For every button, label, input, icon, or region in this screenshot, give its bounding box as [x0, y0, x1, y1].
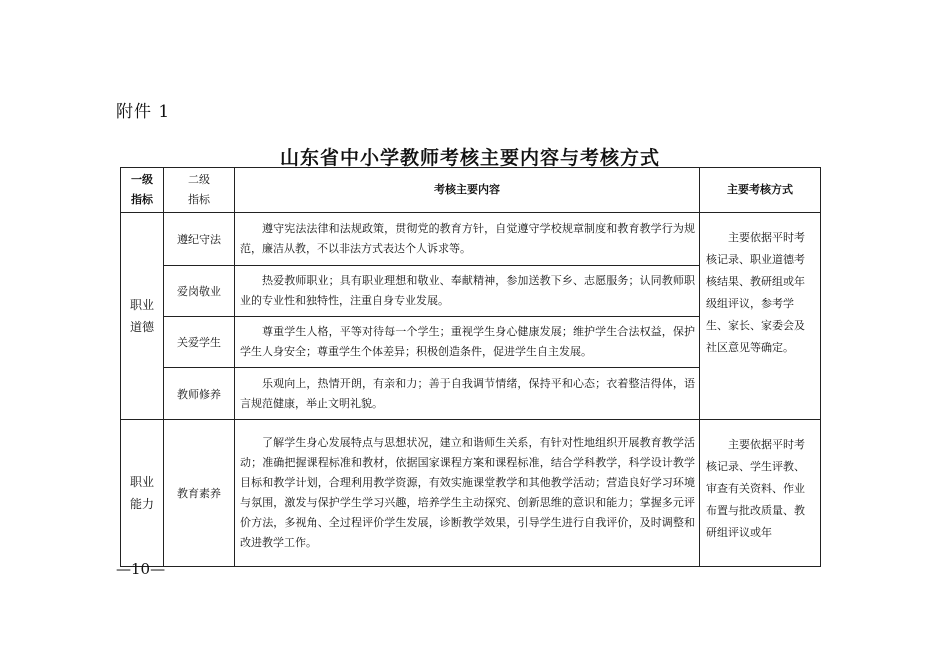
level2-cell: 爱岗敬业 [164, 266, 235, 317]
level2-cell: 关爱学生 [164, 317, 235, 368]
table-row [121, 213, 821, 266]
content-cell: 尊重学生人格，平等对待每一个学生；重视学生身心健康发展；维护学生合法权益，保护学生人身安全；尊重学生个体差异；积极创造条件，促进学生自主发展。 [235, 317, 700, 368]
page-number: —10— [116, 560, 166, 578]
method-cell-ethics: 主要依据平时考核记录、职业道德考核结果、教研组或年级组评议，参考学生、家长、家委会及社区意见等确定。 [700, 213, 821, 420]
level2-cell: 教师修养 [164, 368, 235, 420]
attachment-label: 附件 1 [116, 102, 171, 122]
header-level1: 一级 指标 [121, 168, 164, 213]
assessment-table [120, 167, 821, 567]
header-method: 主要考核方式 [700, 168, 821, 213]
content-cell: 热爱教师职业；具有职业理想和敬业、奉献精神，参加送教下乡、志愿服务；认同教师职业的专业性和独特性，注重自身专业发展。 [235, 266, 700, 317]
level2-cell: 遵纪守法 [164, 213, 235, 266]
header-content: 考核主要内容 [235, 168, 700, 213]
header-level2: 二级 指标 [164, 168, 235, 213]
method-cell-ability: 主要依据平时考核记录、学生评教、审查有关资料、作业布置与批改质量、教研组评议或年 [700, 420, 821, 567]
content-cell: 了解学生身心发展特点与思想状况，建立和谐师生关系，有针对性地组织开展教育教学活动；准确把握课程标准和教材，依据国家课程方案和课程标准，结合学科教学，科学设计教学目标和教学计划，合理利用教学资源，有效实施课堂教学和其他教学活动；营造良好学习环境与氛围，激发与保护学生学习兴趣，培养学生主动探究、创新思维的意识和能力；掌握多元评价方法，多视角、全过程评价学生发展，诊断教学效果，引导学生进行自我评价，及时调整和改进教学工作。 [235, 420, 700, 567]
content-cell: 遵守宪法法律和法规政策，贯彻党的教育方针，自觉遵守学校规章制度和教育教学行为规范，廉洁从教，不以非法方式表达个人诉求等。 [235, 213, 700, 266]
level1-ethics: 职业 道德 [121, 213, 164, 420]
table-row [121, 420, 821, 567]
table-header-row [121, 168, 821, 213]
level2-cell: 教育素养 [164, 420, 235, 567]
level1-ability: 职业 能力 [121, 420, 164, 567]
document-title: 山东省中小学教师考核主要内容与考核方式 [279, 147, 660, 169]
content-cell: 乐观向上，热情开朗，有亲和力；善于自我调节情绪，保持平和心态；衣着整洁得体，语言规范健康，举止文明礼貌。 [235, 368, 700, 420]
